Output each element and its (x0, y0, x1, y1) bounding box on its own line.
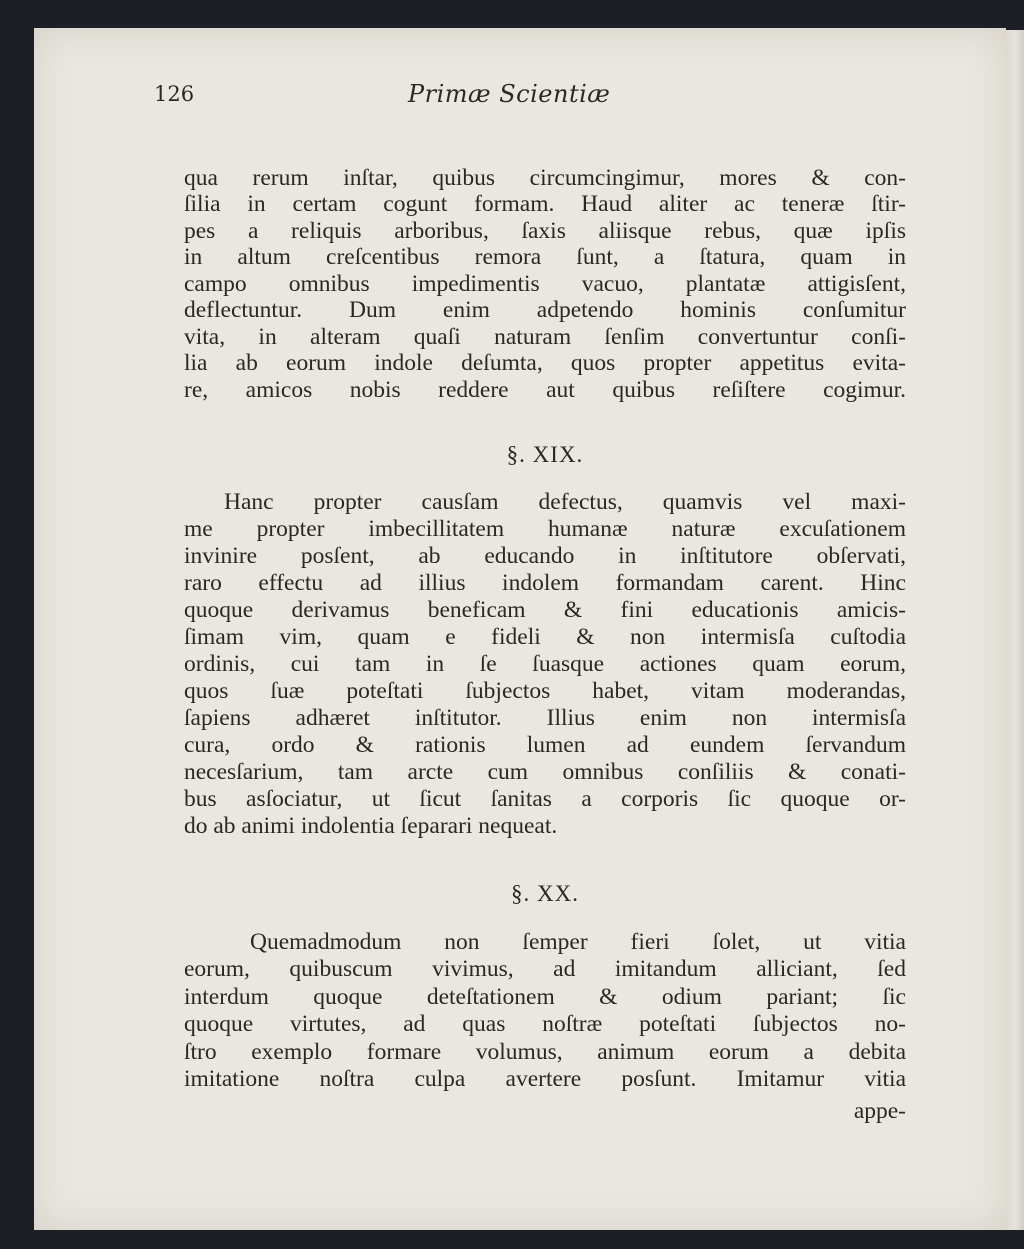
text-line: ordinis, cui tam in ſe ſuasque actiones quam eorum, (184, 651, 906, 677)
catchword: appe- (853, 1098, 906, 1124)
text-line: ſilia in certam cogunt formam. Haud aliter ac teneræ ſtir- (184, 191, 906, 217)
text-line: quos ſuæ poteſtati ſubjectos habet, vitam moderandas, (184, 678, 906, 704)
running-head (154, 80, 914, 116)
running-title: Primæ Scientiæ (408, 80, 611, 108)
text-line: ſimam vim, quam e fideli & non intermisſa cuſtodia (184, 624, 906, 650)
text-line: eorum, quibuscum vivimus, ad imitandum alliciant, ſed (184, 956, 906, 982)
text-line: Hanc propter causſam defectus, quamvis vel maxi- (224, 489, 906, 515)
text-line: necesſarium, tam arcte cum omnibus conſiliis & conati- (184, 759, 906, 785)
text-line: invinire posſent, ab educando in inſtitutore obſervati, (184, 543, 906, 569)
text-line: raro effectu ad illius indolem formandam carent. Hinc (184, 570, 906, 596)
text-line: ſapiens adhæret inſtitutor. Illius enim non intermisſa (184, 705, 906, 731)
text-line: lia ab eorum indole deſumta, quos propter appetitus evita- (184, 350, 906, 376)
text-line: bus asſociatur, ut ſicut ſanitas a corporis ſic quoque or- (184, 786, 906, 812)
section-heading-xix: §. XIX. (506, 442, 584, 467)
text-line: me propter imbecillitatem humanæ naturæ excuſationem (184, 516, 906, 542)
text-line: Quemadmodum non ſemper fieri ſolet, ut vitia (250, 929, 906, 955)
page-number: 126 (154, 82, 195, 106)
text-line: in altum creſcentibus remora ſunt, a ſtatura, quam in (184, 244, 906, 270)
text-line: quoque derivamus beneficam & fini educationis amicis- (184, 597, 906, 623)
text-line: cura, ordo & rationis lumen ad eundem ſervandum (184, 732, 906, 758)
text-line: qua rerum inſtar, quibus circumcingimur, mores & con- (184, 165, 906, 191)
text-line: campo omnibus impedimentis vacuo, plantatæ attigisſent, (184, 271, 906, 297)
text-line: quoque virtutes, ad quas noſtræ poteſtati ſubjectos no- (184, 1011, 906, 1037)
text-line: ſtro exemplo formare volumus, animum eorum a debita (184, 1039, 906, 1065)
section-heading-xx: §. XX. (511, 881, 579, 906)
text-line: imitatione noſtra culpa avertere posſunt. Imitamur vitia (184, 1066, 906, 1092)
text-line: interdum quoque deteſtationem & odium pariant; ſic (184, 984, 906, 1010)
text-line: deflectuntur. Dum enim adpetendo hominis conſumitur (184, 297, 906, 323)
text-line: pes a reliquis arboribus, ſaxis aliisque rebus, quæ ipſis (184, 218, 906, 244)
text-line: vita, in alteram quaſi naturam ſenſim convertuntur conſi- (184, 324, 906, 350)
text-line: re, amicos nobis reddere aut quibus reſiſtere cogimur. (184, 377, 906, 403)
text-line: do ab animi indolentia ſeparari nequeat. (184, 813, 558, 839)
